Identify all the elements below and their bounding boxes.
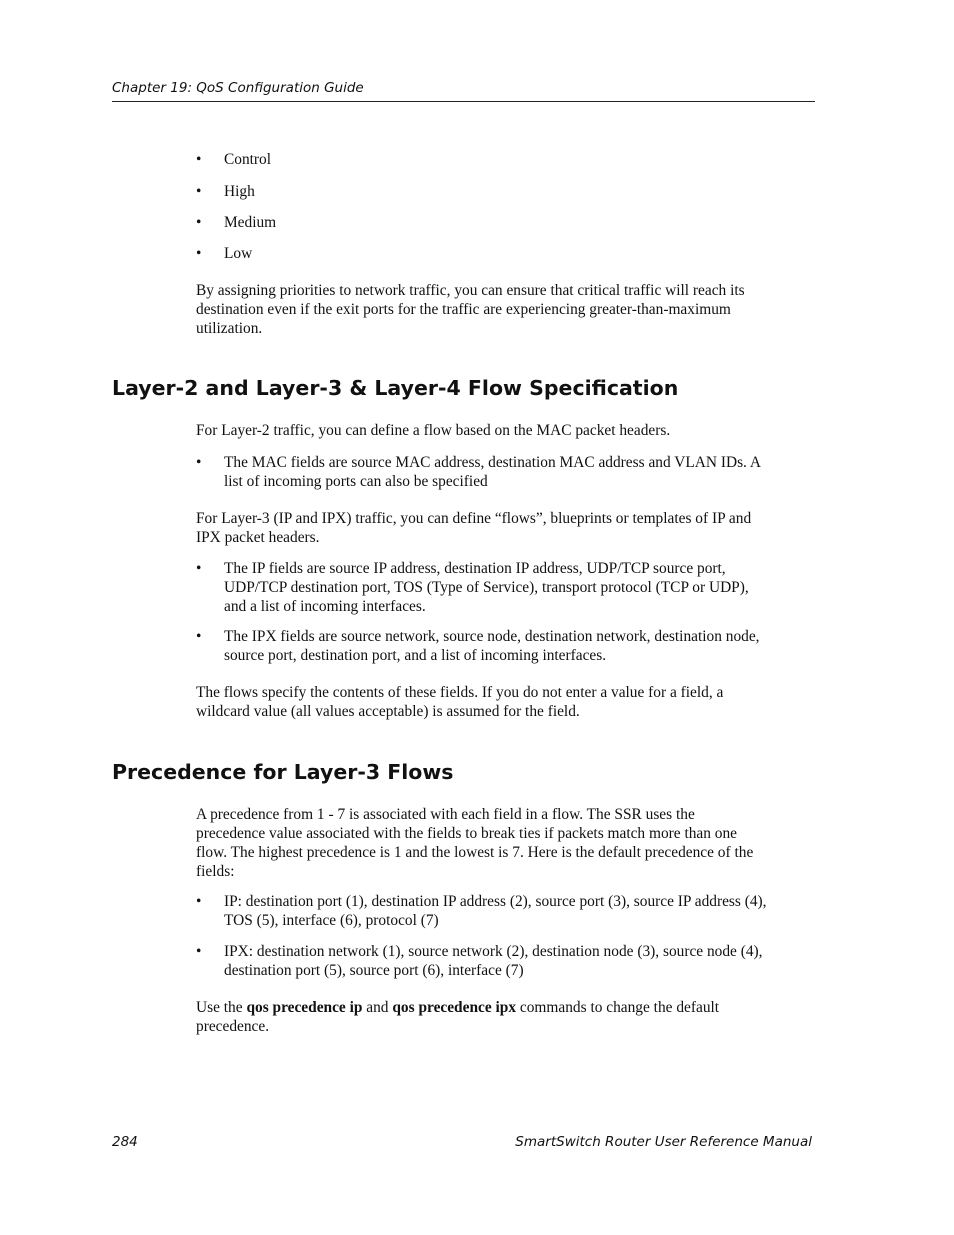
page-number: 284 bbox=[112, 1134, 138, 1150]
running-header bbox=[112, 79, 815, 102]
intro-paragraph: By assigning priorities to network traffic, you can ensure that critical traffic will reach its destination even if the exit ports for the traffic are experiencing greater-than-maximum utilization. bbox=[196, 282, 745, 337]
use-commands-paragraph: Use the qos precedence ip and qos precedence ipx commands to change the default precedence. bbox=[196, 999, 720, 1035]
bullet-icon: • bbox=[196, 893, 202, 910]
command-qos-precedence-ipx: qos precedence ipx bbox=[392, 999, 517, 1016]
layer3-paragraph: For Layer-3 (IP and IPX) traffic, you can define “flows”, blueprints or templates of IP and IPX packet headers. bbox=[196, 510, 752, 546]
priority-low: Low bbox=[224, 245, 253, 262]
flows-paragraph: The flows specify the contents of these fields. If you do not enter a value for a field, a wildcard value (all values acceptable) is assumed for the field. bbox=[196, 684, 724, 720]
ipx-precedence-bullet: IPX: destination network (1), source network (2), destination node (3), source node (4), destination port (5), source port (6), interface (7) bbox=[224, 943, 763, 979]
layer2-paragraph: For Layer-2 traffic, you can define a flow based on the MAC packet headers. bbox=[196, 422, 671, 439]
bullet-icon: • bbox=[196, 245, 202, 262]
section-heading-flow-spec: Layer-2 and Layer-3 & Layer-4 Flow Specification bbox=[112, 376, 679, 400]
bullet-icon: • bbox=[196, 628, 202, 645]
ip-fields-bullet: The IP fields are source IP address, destination IP address, UDP/TCP source port, UDP/TCP destination port, TOS (Type of Service), transport protocol (TCP or UDP), and a list of incoming interfaces. bbox=[224, 560, 749, 615]
bullet-icon: • bbox=[196, 454, 202, 471]
priority-control: Control bbox=[224, 151, 272, 168]
bullet-icon: • bbox=[196, 151, 202, 168]
ip-precedence-bullet: IP: destination port (1), destination IP address (2), source port (3), source IP address (4), TOS (5), interface (6), protocol (7) bbox=[224, 893, 767, 929]
section-heading-precedence: Precedence for Layer-3 Flows bbox=[112, 760, 454, 784]
manual-title: SmartSwitch Router User Reference Manual bbox=[515, 1134, 812, 1150]
command-qos-precedence-ip: qos precedence ip bbox=[246, 999, 363, 1016]
bullet-icon: • bbox=[196, 183, 202, 200]
bullet-icon: • bbox=[196, 943, 202, 960]
chapter-title: Chapter 19: QoS Configuration Guide bbox=[112, 80, 364, 96]
precedence-paragraph: A precedence from 1 - 7 is associated with each field in a flow. The SSR uses the precedence value associated with the fields to break ties if packets match more than one flow. The highest precedence is 1 and the lowest is 7. Here is the default precedence of the fields: bbox=[196, 806, 754, 880]
mac-fields-bullet: The MAC fields are source MAC address, destination MAC address and VLAN IDs. A list of incoming ports can also be specified bbox=[224, 454, 762, 490]
bullet-icon: • bbox=[196, 214, 202, 231]
priority-high: High bbox=[224, 183, 255, 200]
priority-medium: Medium bbox=[224, 214, 277, 231]
bullet-icon: • bbox=[196, 560, 202, 577]
ipx-fields-bullet: The IPX fields are source network, source node, destination network, destination node, source port, destination port, and a list of incoming interfaces. bbox=[224, 628, 760, 664]
